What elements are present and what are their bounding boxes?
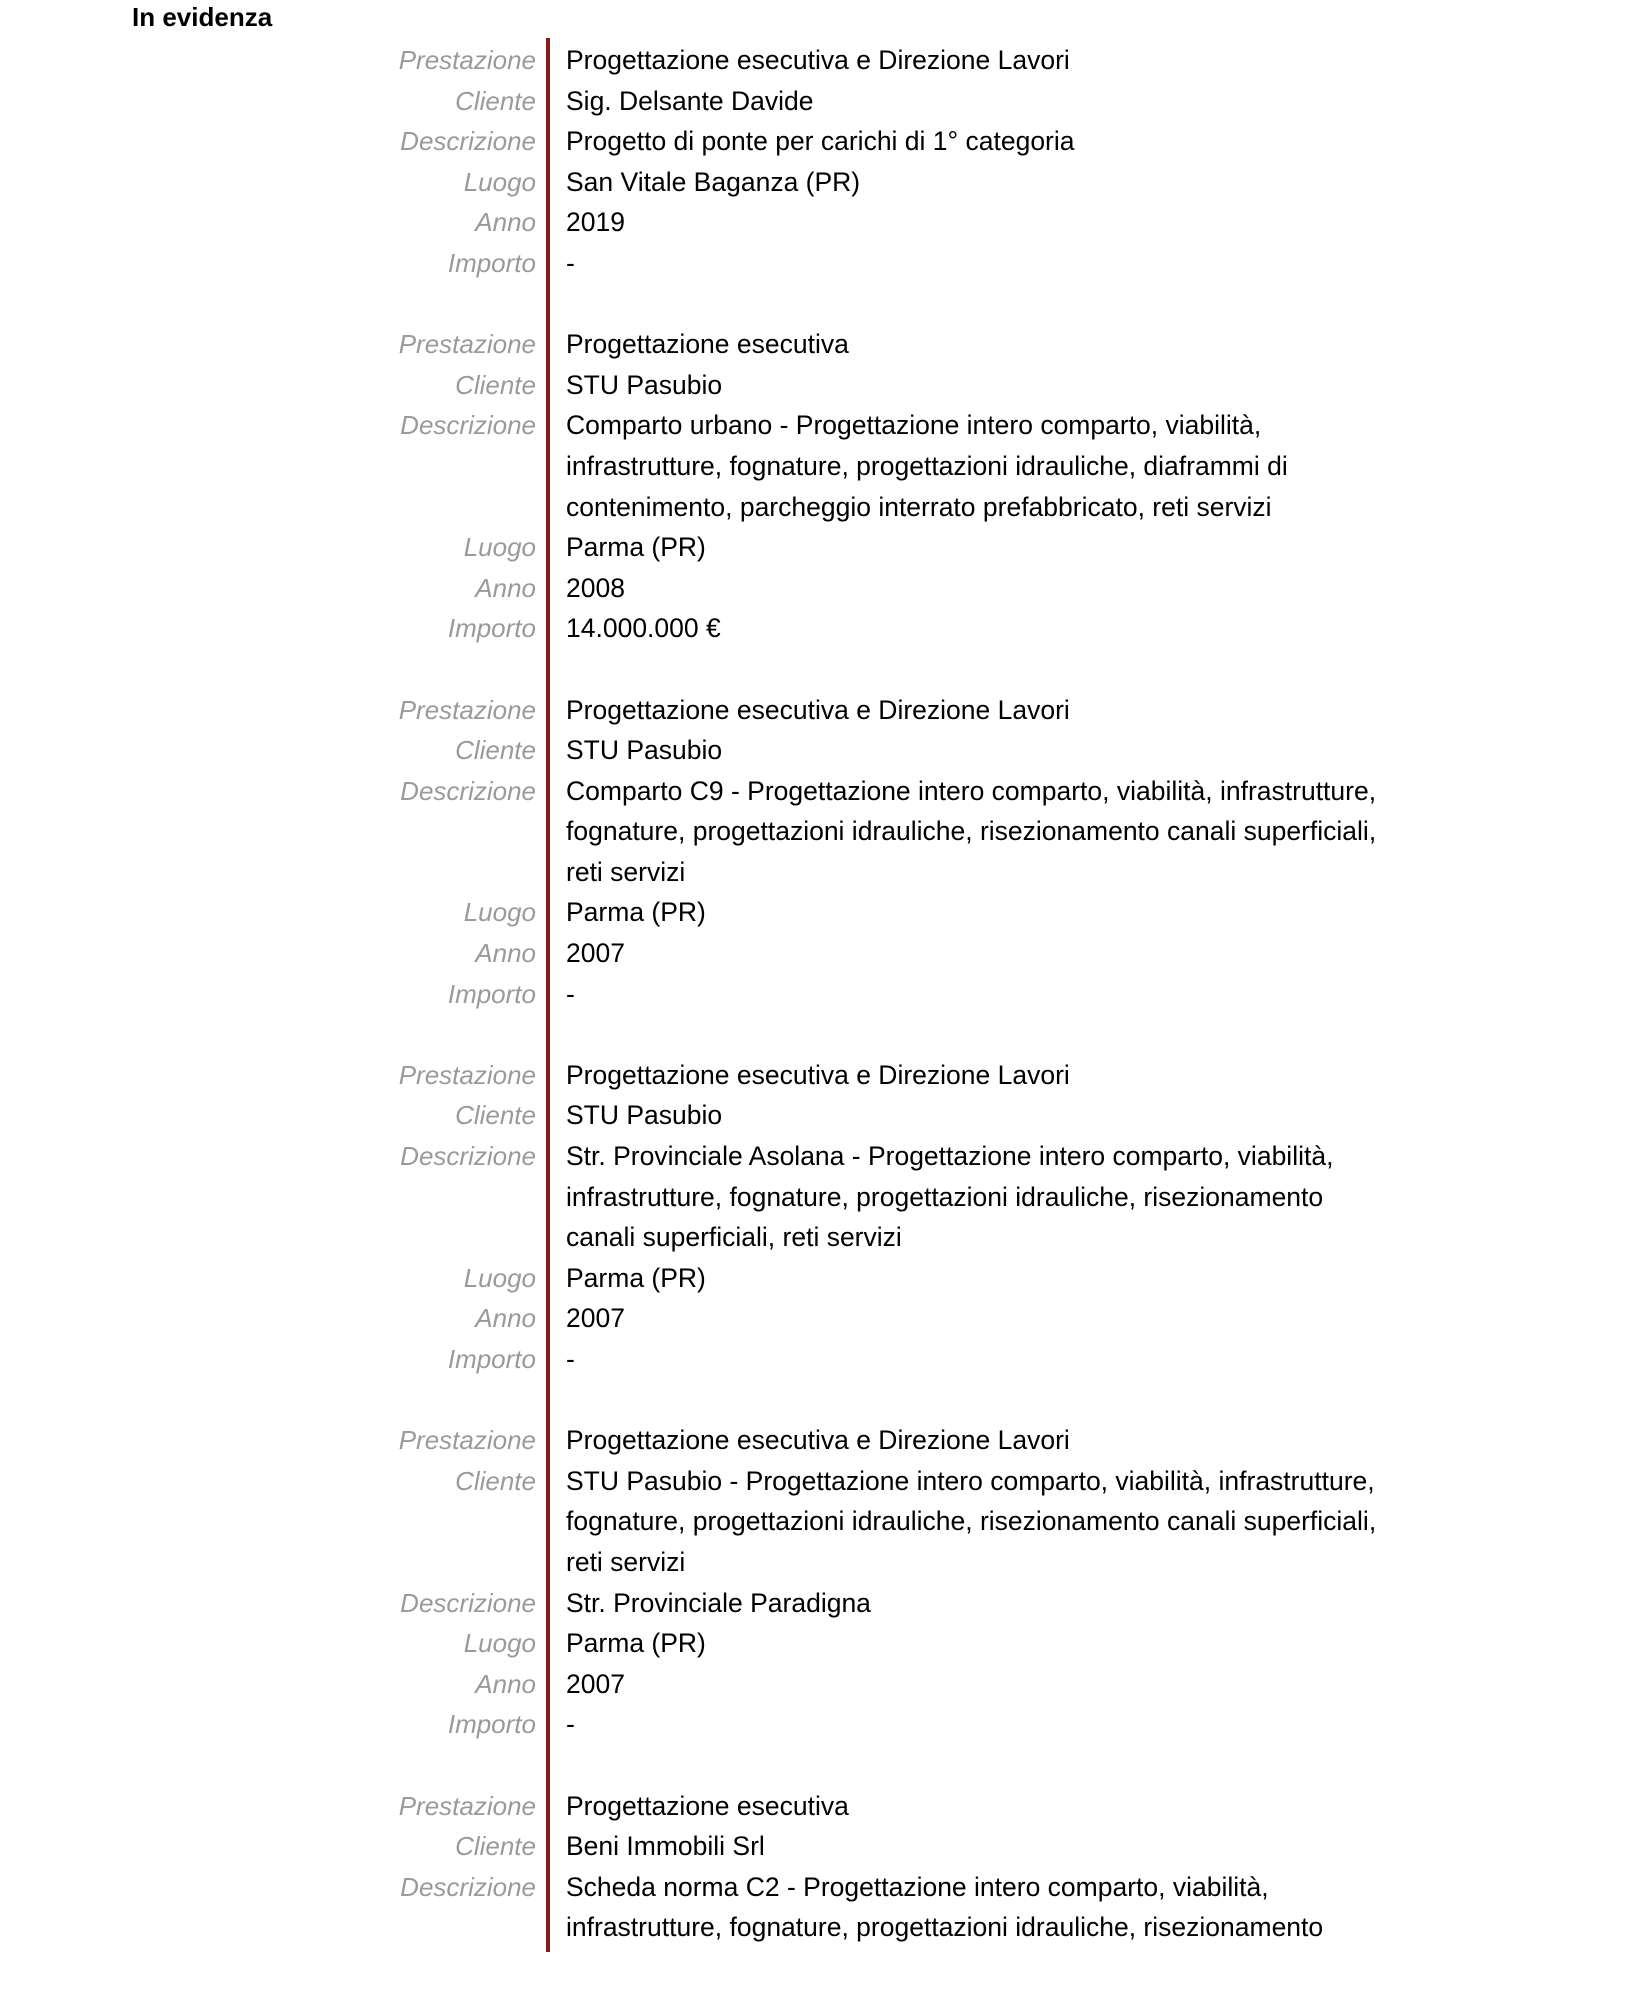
cliente-text: STU Pasubio (566, 1100, 723, 1131)
cliente-value (566, 365, 1536, 406)
prestazione-row (0, 1420, 1645, 1461)
luogo-row (0, 527, 1645, 568)
prestazione-text: Progettazione esecutiva (566, 1790, 849, 1821)
cliente-label: Cliente (455, 735, 536, 766)
cliente-value (566, 81, 1536, 122)
importo-text: 14.000.000 € (566, 613, 721, 644)
anno-text: 2008 (566, 572, 625, 603)
descrizione-text: infrastrutture, fognature, progettazioni idrauliche, risezionamento (566, 1912, 1324, 1943)
descrizione-label: Descrizione (400, 1141, 536, 1172)
importo-text: - (566, 247, 575, 278)
importo-text: - (566, 978, 575, 1009)
prestazione-value (566, 690, 1536, 731)
descrizione-value (566, 121, 1536, 162)
prestazione-row (0, 324, 1645, 365)
importo-value (566, 1339, 1536, 1380)
cliente-row (0, 365, 1645, 406)
anno-label: Anno (475, 572, 536, 603)
cliente-text: STU Pasubio (566, 735, 723, 766)
anno-label: Anno (475, 1303, 536, 1334)
cliente-value (566, 1095, 1536, 1136)
descrizione-label: Descrizione (400, 126, 536, 157)
descrizione-row (0, 1867, 1645, 1948)
importo-label: Importo (447, 1344, 536, 1374)
prestazione-value (566, 40, 1536, 81)
cliente-row (0, 1461, 1645, 1583)
anno-label: Anno (475, 938, 536, 969)
descrizione-text: fognature, progettazioni idrauliche, risezionamento canali superficiali, (566, 816, 1377, 847)
prestazione-label: Prestazione (398, 329, 536, 360)
importo-label: Importo (447, 247, 536, 278)
prestazione-text: Progettazione esecutiva e Direzione Lavori (566, 45, 1070, 75)
luogo-text: Parma (PR) (566, 532, 706, 563)
prestazione-label: Prestazione (398, 1790, 536, 1821)
anno-text: 2007 (566, 938, 625, 969)
luogo-text: Parma (PR) (566, 1628, 706, 1659)
cliente-text: STU Pasubio - Progettazione intero comparto, viabilità, infrastrutture, (566, 1465, 1375, 1496)
luogo-row (0, 1623, 1645, 1664)
cliente-label: Cliente (455, 1465, 536, 1496)
project-entry (0, 1420, 1645, 1745)
cliente-label: Cliente (455, 1100, 536, 1131)
importo-row (0, 608, 1645, 649)
cliente-text: reti servizi (566, 1546, 686, 1577)
cliente-text: Sig. Delsante Davide (566, 85, 814, 116)
descrizione-text: canali superficiali, reti servizi (566, 1222, 902, 1253)
cliente-value (566, 730, 1536, 771)
page-title: In evidenza (132, 2, 273, 32)
descrizione-label: Descrizione (400, 410, 536, 441)
importo-text: - (566, 1344, 575, 1374)
project-entry (0, 324, 1645, 649)
prestazione-row (0, 1055, 1645, 1096)
prestazione-row (0, 690, 1645, 731)
prestazione-label: Prestazione (398, 694, 536, 725)
cliente-text: fognature, progettazioni idrauliche, risezionamento canali superficiali, (566, 1506, 1377, 1537)
project-entry (0, 1055, 1645, 1380)
anno-text: 2007 (566, 1668, 625, 1699)
prestazione-value (566, 1420, 1536, 1461)
importo-value (566, 243, 1536, 284)
descrizione-text: infrastrutture, fognature, progettazioni idrauliche, risezionamento (566, 1181, 1324, 1212)
luogo-value (566, 527, 1536, 568)
importo-row (0, 243, 1645, 284)
luogo-value (566, 892, 1536, 933)
luogo-label: Luogo (463, 166, 536, 197)
importo-row (0, 974, 1645, 1015)
prestazione-label: Prestazione (398, 1059, 536, 1090)
importo-text: - (566, 1709, 575, 1740)
descrizione-row (0, 1136, 1645, 1258)
luogo-label: Luogo (463, 1628, 536, 1659)
importo-label: Importo (447, 613, 536, 644)
anno-value (566, 202, 1536, 243)
descrizione-label: Descrizione (400, 1871, 536, 1902)
cliente-label: Cliente (455, 369, 536, 400)
prestazione-value (566, 1055, 1536, 1096)
luogo-row (0, 162, 1645, 203)
project-entry (0, 40, 1645, 284)
descrizione-row (0, 121, 1645, 162)
cliente-text: Beni Immobili Srl (566, 1831, 765, 1862)
descrizione-text: contenimento, parcheggio interrato prefabbricato, reti servizi (566, 491, 1272, 522)
luogo-value (566, 1258, 1536, 1299)
importo-row (0, 1704, 1645, 1745)
descrizione-value (566, 1583, 1536, 1624)
descrizione-value (566, 405, 1536, 527)
descrizione-value (566, 771, 1536, 893)
descrizione-row (0, 771, 1645, 893)
cliente-value (566, 1826, 1536, 1867)
prestazione-label: Prestazione (398, 45, 536, 75)
anno-label: Anno (475, 207, 536, 238)
anno-row (0, 1298, 1645, 1339)
descrizione-text: Scheda norma C2 - Progettazione intero comparto, viabilità, (566, 1871, 1269, 1902)
descrizione-label: Descrizione (400, 1587, 536, 1618)
descrizione-text: infrastrutture, fognature, progettazioni idrauliche, diaframmi di (566, 450, 1288, 481)
luogo-value (566, 162, 1536, 203)
project-entry (0, 690, 1645, 1015)
cliente-text: STU Pasubio (566, 369, 723, 400)
prestazione-value (566, 324, 1536, 365)
importo-label: Importo (447, 978, 536, 1009)
anno-row (0, 202, 1645, 243)
descrizione-text: Progetto di ponte per carichi di 1° categoria (566, 126, 1075, 157)
cliente-row (0, 81, 1645, 122)
descrizione-row (0, 405, 1645, 527)
descrizione-value (566, 1867, 1536, 1948)
cliente-row (0, 730, 1645, 771)
importo-value (566, 974, 1536, 1015)
importo-value (566, 608, 1536, 649)
anno-value (566, 1664, 1536, 1705)
prestazione-text: Progettazione esecutiva e Direzione Lavori (566, 1059, 1070, 1090)
prestazione-row (0, 1786, 1645, 1827)
descrizione-text: reti servizi (566, 856, 686, 887)
luogo-row (0, 1258, 1645, 1299)
cliente-row (0, 1826, 1645, 1867)
luogo-text: Parma (PR) (566, 897, 706, 928)
descrizione-text: Comparto urbano - Progettazione intero comparto, viabilità, (566, 410, 1262, 441)
anno-text: 2019 (566, 207, 625, 238)
prestazione-text: Progettazione esecutiva e Direzione Lavori (566, 1425, 1070, 1456)
descrizione-label: Descrizione (400, 775, 536, 806)
luogo-label: Luogo (463, 532, 536, 563)
anno-row (0, 1664, 1645, 1705)
anno-value (566, 933, 1536, 974)
project-list (0, 40, 1645, 1989)
importo-label: Importo (447, 1709, 536, 1740)
anno-label: Anno (475, 1668, 536, 1699)
prestazione-row (0, 40, 1645, 81)
luogo-value (566, 1623, 1536, 1664)
prestazione-value (566, 1786, 1536, 1827)
luogo-text: San Vitale Baganza (PR) (566, 166, 861, 197)
luogo-label: Luogo (463, 897, 536, 928)
prestazione-text: Progettazione esecutiva e Direzione Lavori (566, 694, 1070, 725)
anno-text: 2007 (566, 1303, 625, 1334)
anno-row (0, 568, 1645, 609)
prestazione-text: Progettazione esecutiva (566, 329, 849, 360)
luogo-label: Luogo (463, 1262, 536, 1293)
anno-value (566, 568, 1536, 609)
anno-value (566, 1298, 1536, 1339)
cliente-row (0, 1095, 1645, 1136)
descrizione-text: Comparto C9 - Progettazione intero comparto, viabilità, infrastrutture, (566, 775, 1377, 806)
luogo-row (0, 892, 1645, 933)
anno-row (0, 933, 1645, 974)
descrizione-value (566, 1136, 1536, 1258)
descrizione-row (0, 1583, 1645, 1624)
prestazione-label: Prestazione (398, 1425, 536, 1456)
cliente-label: Cliente (455, 1831, 536, 1862)
descrizione-text: Str. Provinciale Asolana - Progettazione intero comparto, viabilità, (566, 1141, 1334, 1172)
cliente-label: Cliente (455, 85, 536, 116)
luogo-text: Parma (PR) (566, 1262, 706, 1293)
descrizione-text: Str. Provinciale Paradigna (566, 1587, 871, 1618)
project-entry (0, 1786, 1645, 1948)
importo-row (0, 1339, 1645, 1380)
cliente-value (566, 1461, 1536, 1583)
importo-value (566, 1704, 1536, 1745)
